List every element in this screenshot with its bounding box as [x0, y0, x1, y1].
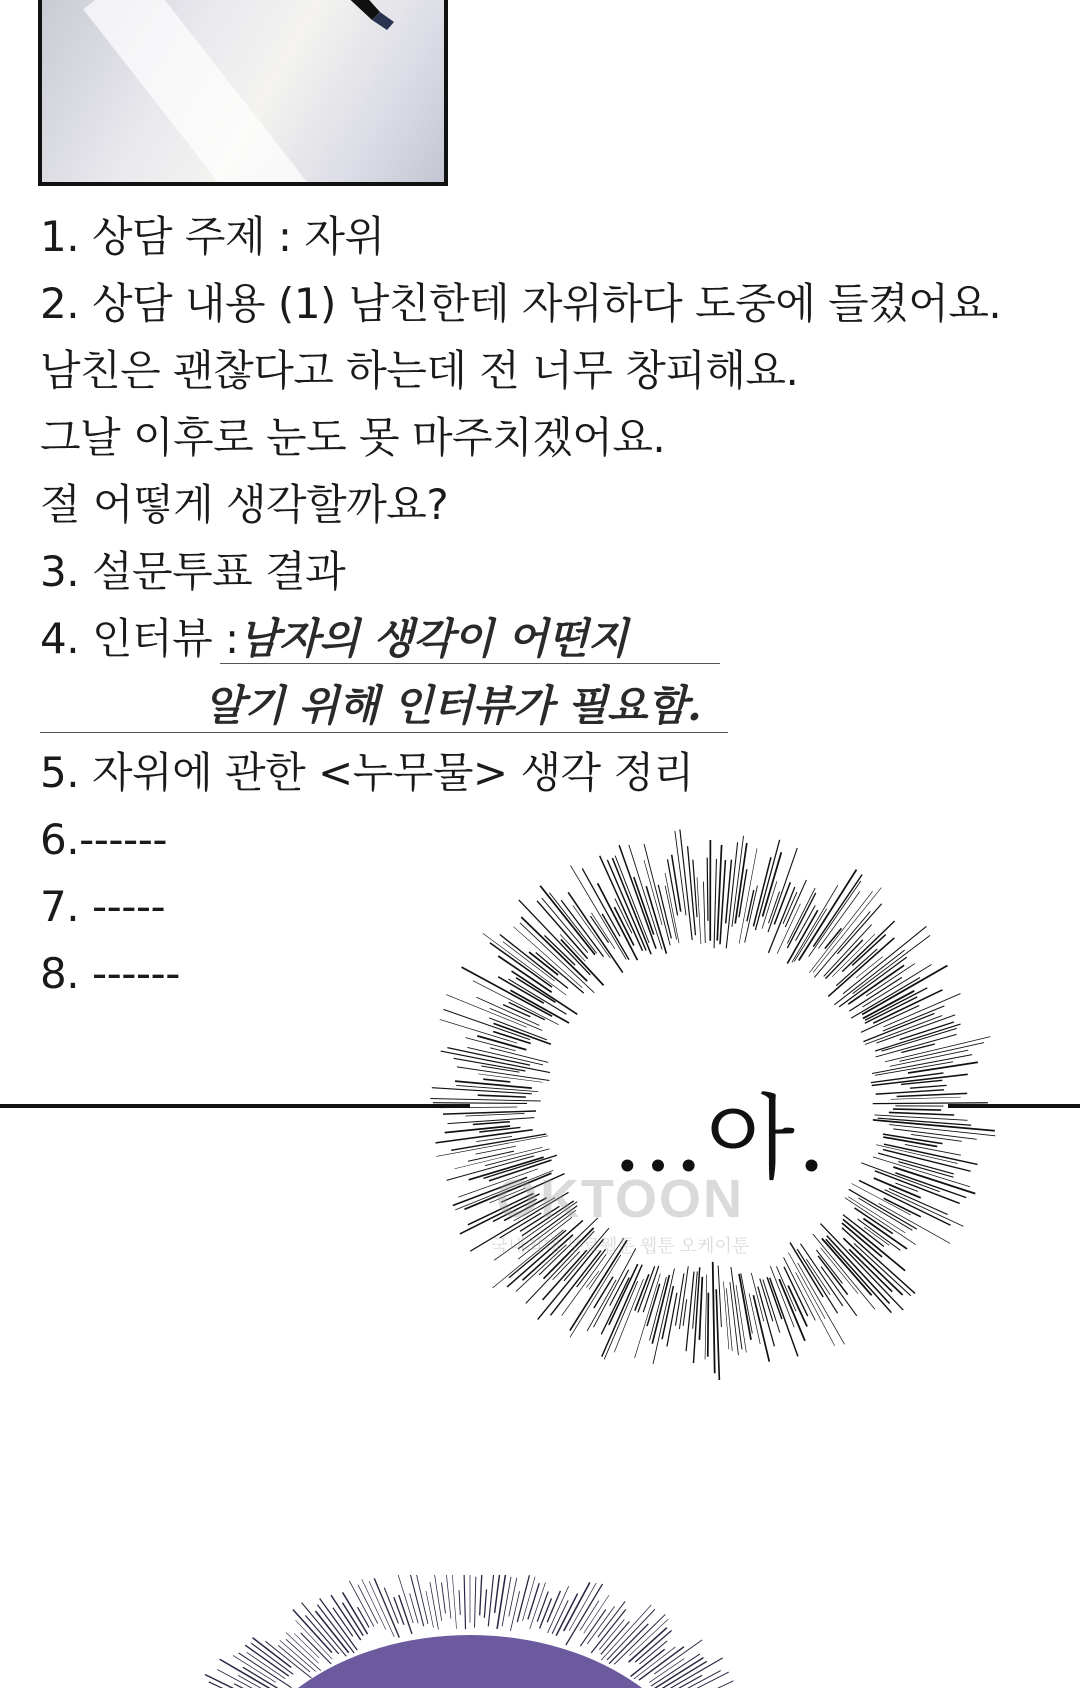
handwritten-note-line1: 남자의 생각이 어떤지: [238, 614, 628, 663]
speed-line: [898, 1162, 953, 1178]
speed-line: [820, 1224, 903, 1310]
speed-line: [265, 1641, 311, 1678]
speed-line: [635, 1274, 649, 1310]
speed-line: [745, 886, 758, 943]
speed-line: [876, 1090, 944, 1094]
list-item: 3. 설문투표 결과: [40, 547, 346, 596]
speed-line: [205, 1675, 263, 1688]
speed-line: [876, 1145, 957, 1164]
handwritten-note-row: [40, 672, 1070, 739]
speed-line: [570, 1255, 621, 1337]
list-item-interview: 4. 인터뷰 :남자의 생각이 어떤지: [40, 605, 1070, 672]
speed-line: [569, 1583, 596, 1631]
list-item: 2. 상담 내용 (1) 남친한테 자위하다 도중에 들켰어요.: [40, 279, 1002, 328]
speed-line: [708, 1293, 709, 1357]
speed-line: [753, 1295, 769, 1362]
speed-line: [490, 1008, 542, 1030]
speed-line: [556, 1594, 577, 1636]
speed-line: [697, 877, 701, 944]
speed-line: [537, 1592, 548, 1622]
speed-line: [910, 1085, 947, 1088]
panel-divider-left: [0, 1104, 470, 1108]
speed-line: [635, 1631, 671, 1662]
speed-line: [529, 952, 558, 975]
speed-line: [615, 856, 649, 943]
panel-ink-stroke: [342, 0, 402, 32]
speed-line: [619, 845, 656, 948]
speed-line: [602, 1265, 642, 1357]
speed-line: [441, 1582, 445, 1613]
speed-line: [714, 859, 716, 948]
speed-line: [396, 1575, 413, 1623]
speed-line: [484, 1589, 486, 1617]
speed-line: [331, 1595, 361, 1640]
speed-line: [358, 1585, 378, 1624]
speed-line: [889, 1112, 954, 1115]
speed-line: [688, 846, 696, 935]
speed-line: [433, 1575, 442, 1621]
speed-line: [885, 1037, 990, 1062]
speed-line: [447, 1048, 530, 1066]
speed-line: [723, 1281, 728, 1349]
speed-line: [615, 899, 632, 934]
speed-line: [247, 1652, 286, 1678]
sound-effect-text: …아.: [612, 1085, 829, 1192]
speed-line: [667, 1293, 677, 1347]
speed-line: [798, 1263, 845, 1344]
speed-line: [741, 1273, 753, 1333]
speed-line: [652, 1275, 669, 1344]
list-item: 1. 상담 주제 : 자위: [40, 212, 385, 261]
speed-line: [459, 1590, 460, 1615]
comic-panel-top: [38, 0, 448, 186]
speed-line: [705, 1274, 707, 1359]
speed-line: [662, 1286, 673, 1339]
speed-line: [478, 1095, 526, 1097]
speed-line: [540, 1598, 552, 1628]
speed-line: [509, 1002, 545, 1019]
speed-line: [522, 1577, 535, 1621]
speed-line: [683, 1299, 687, 1325]
speed-line: [475, 1577, 476, 1628]
speed-line: [726, 860, 732, 924]
speed-line: [358, 1607, 370, 1627]
note-underline: [40, 732, 728, 733]
speed-line: [476, 1146, 516, 1154]
speed-line: [601, 1621, 630, 1654]
speed-line: [495, 1575, 500, 1613]
speed-line: [675, 1273, 683, 1325]
speed-line: [252, 1638, 291, 1668]
speed-line: [587, 1280, 616, 1331]
speed-line: [899, 1043, 984, 1062]
speed-line: [639, 1641, 667, 1664]
list-item: 8. ------: [40, 949, 180, 998]
speed-line: [667, 859, 677, 915]
speed-line: [763, 852, 782, 916]
speed-line: [716, 1289, 719, 1380]
speed-line: [233, 1655, 276, 1682]
speed-line: [873, 1103, 988, 1104]
speed-line: [278, 1645, 310, 1672]
speed-line: [519, 900, 590, 975]
speed-line: [510, 990, 569, 1023]
speed-line: [528, 1583, 539, 1619]
speed-line: [457, 1067, 550, 1081]
speed-line: [456, 1085, 538, 1091]
speed-line: [473, 1122, 510, 1125]
speed-line: [446, 1575, 451, 1619]
speed-line: [301, 1633, 332, 1664]
note-underline: [220, 663, 720, 664]
list-item-continued: 남친은 괜찮다고 하는데 전 너무 창피해요.: [40, 346, 799, 395]
speed-line: [440, 1107, 518, 1108]
speed-line: [895, 1183, 917, 1191]
speed-line: [614, 1614, 665, 1664]
speed-line: [821, 1267, 857, 1316]
speed-line: [433, 1103, 527, 1104]
speed-line: [686, 1272, 694, 1352]
speed-line: [394, 1597, 404, 1625]
speed-line: [432, 1088, 532, 1094]
list-item: 5. 자위에 관한 <누무물> 생각 정리: [40, 748, 694, 797]
speed-line: [713, 1262, 715, 1373]
speed-line: [656, 1675, 703, 1688]
speed-line: [631, 1649, 665, 1676]
speed-line: [548, 1586, 569, 1633]
speed-line: [480, 1575, 482, 1615]
speed-line: [779, 1279, 805, 1341]
speed-line: [564, 1582, 590, 1631]
speed-line: [239, 1653, 292, 1688]
speed-line: [465, 1113, 524, 1116]
speed-line: [768, 892, 779, 924]
speed-line: [863, 991, 914, 1019]
speed-line: [638, 1266, 655, 1312]
speed-line: [739, 1274, 751, 1340]
speed-line: [863, 1013, 934, 1041]
speed-line: [707, 858, 708, 921]
speed-line: [799, 870, 857, 961]
speed-line: [897, 1093, 968, 1096]
purple-shape: [230, 1635, 710, 1688]
speed-line: [874, 1178, 921, 1198]
speed-line: [825, 928, 842, 948]
speed-line: [891, 1097, 961, 1099]
speed-line: [607, 1609, 655, 1660]
speed-line: [809, 891, 872, 972]
speed-line: [517, 1575, 529, 1622]
speed-line: [718, 1266, 721, 1327]
speed-line: [889, 1188, 948, 1214]
speed-line: [455, 1081, 532, 1088]
list-item: 7. -----: [40, 882, 166, 931]
speed-line: [451, 1575, 456, 1629]
speed-line: [594, 1277, 613, 1308]
speed-line: [837, 904, 881, 954]
speed-line: [498, 956, 551, 992]
speed-line: [634, 877, 654, 934]
watermark-brand: OKTOON: [495, 1169, 744, 1229]
speed-line: [430, 1099, 540, 1102]
speed-line: [464, 1575, 465, 1629]
list-item-continued: 그날 이후로 눈도 못 마주치겠어요.: [40, 413, 666, 462]
bottom-burst: [170, 1575, 770, 1688]
speed-line: [342, 1603, 363, 1636]
speed-line: [893, 1109, 941, 1110]
speed-line: [369, 1581, 394, 1637]
watermark-tagline: 국내최대 무료웹툰 웹툰 오케이툰: [490, 1236, 750, 1256]
list-item-continued: 절 어떻게 생각할까요?: [40, 480, 449, 529]
speed-line: [895, 1173, 966, 1198]
speed-line: [884, 994, 961, 1027]
speed-line: [374, 1578, 399, 1637]
speed-line: [446, 995, 527, 1028]
speed-line: [286, 1632, 319, 1663]
speed-line: [547, 1591, 560, 1622]
speed-line: [614, 1279, 643, 1352]
speed-line: [703, 882, 705, 943]
speed-line: [302, 1603, 347, 1657]
list-item: 6.------: [40, 815, 168, 864]
speed-line: [796, 905, 816, 940]
speed-line: [294, 1634, 319, 1658]
speed-line: [488, 1575, 494, 1626]
watermark: [460, 1168, 780, 1258]
speed-line: [483, 1079, 510, 1082]
handwritten-note-line2: 알기 위해 인터뷰가 필요함.: [204, 681, 702, 730]
speed-line: [699, 1277, 702, 1340]
speed-line: [520, 923, 594, 993]
speed-line: [510, 1591, 519, 1631]
speed-line: [451, 1134, 546, 1150]
panel-light-streak: [83, 0, 311, 186]
speed-line: [864, 1227, 889, 1245]
speed-line: [416, 1575, 428, 1624]
